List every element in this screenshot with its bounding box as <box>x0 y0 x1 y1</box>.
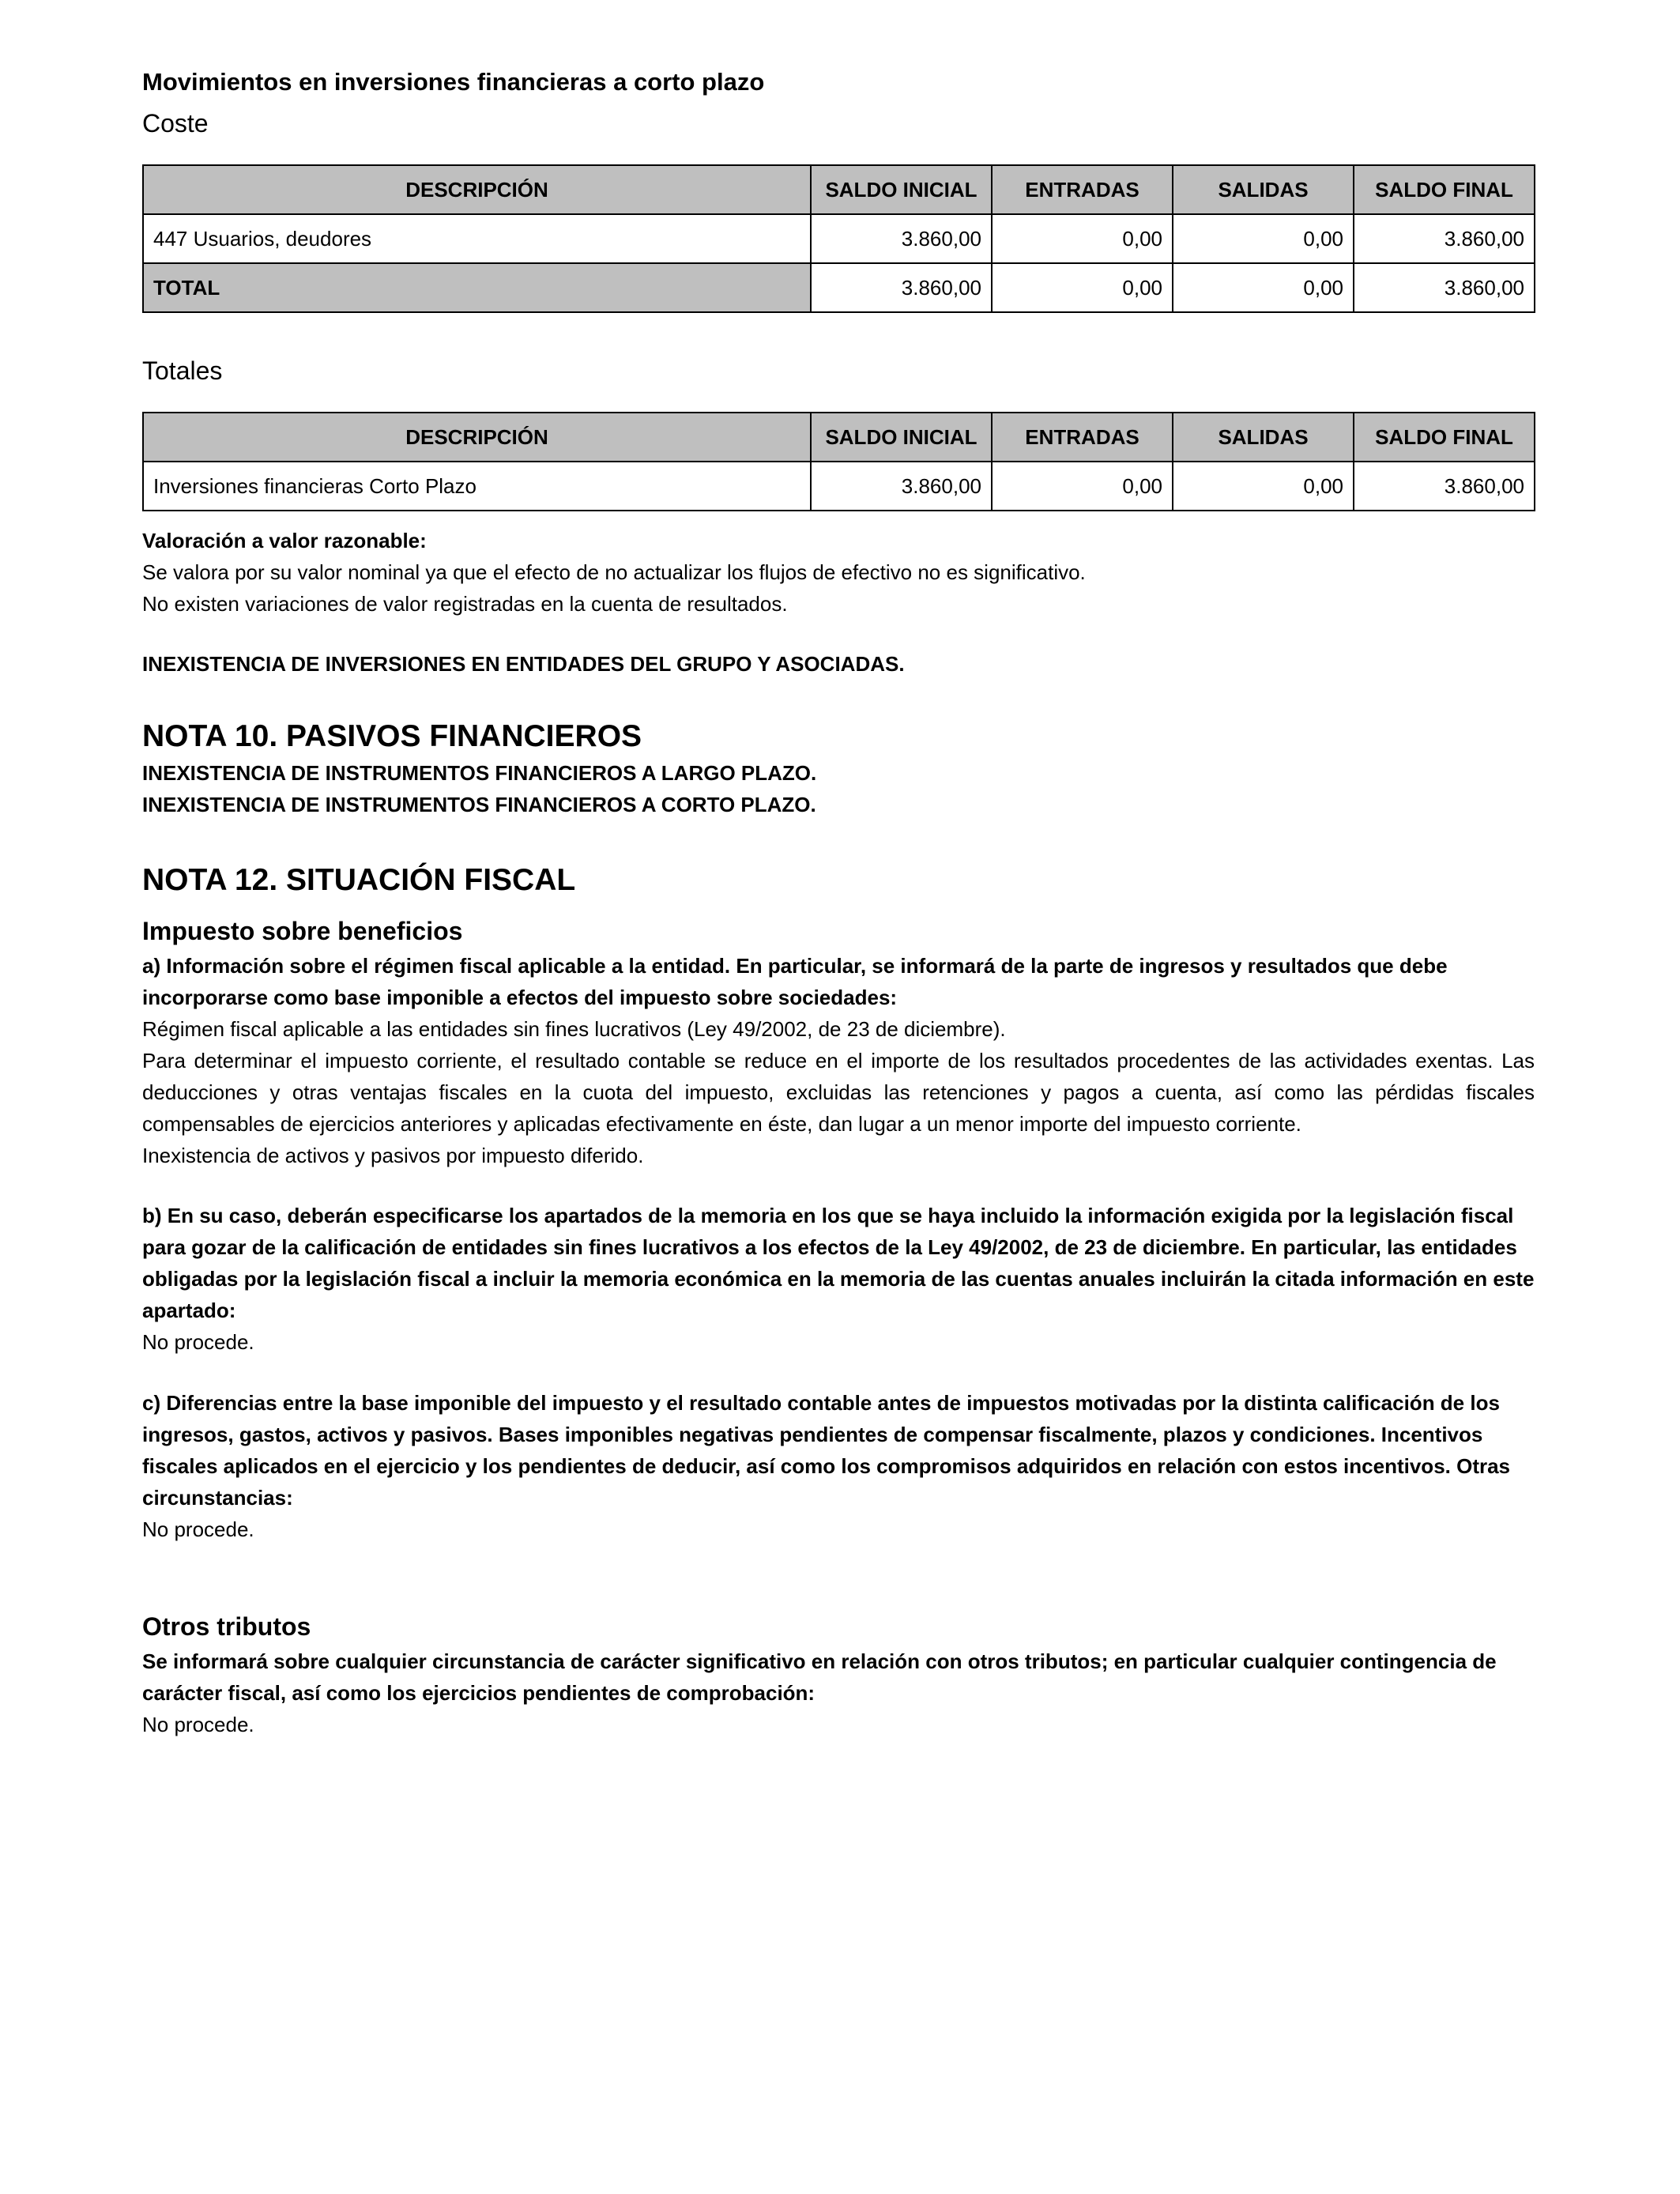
table-row <box>143 462 1535 511</box>
a-line-1: Régimen fiscal aplicable a las entidades sin fines lucrativos (Ley 49/2002, de 23 de diciembre). <box>142 1017 1006 1041</box>
inexistencia-grupo: INEXISTENCIA DE INVERSIONES EN ENTIDADES DEL GRUPO Y ASOCIADAS. <box>142 652 905 676</box>
header-saldo-inicial: SALDO INICIAL <box>811 413 992 462</box>
totales-table <box>142 412 1535 511</box>
cell-descripcion: Inversiones financieras Corto Plazo <box>143 462 811 511</box>
b-question: b) En su caso, deberán especificarse los apartados de la memoria en los que se haya incluido la información exigida por la legislación fiscal para gozar de la calificación de entidades sin fines lucrativos a los efectos de la Ley 49/2002, de 23 de diciembre. En particular, las entidades obligadas por la legislación fiscal a incluir la memoria económica en la memoria de las cuentas anuales incluirán la citada información en este apartado: <box>142 1204 1535 1322</box>
nota12-c-block <box>142 1387 1535 1545</box>
otros-answer: No procede. <box>142 1713 254 1736</box>
cell-total-label: TOTAL <box>143 263 811 312</box>
header-entradas: ENTRADAS <box>992 413 1173 462</box>
cell-entradas: 0,00 <box>992 462 1173 511</box>
movimientos-title: Movimientos en inversiones financieras a corto plazo <box>142 68 765 96</box>
nota12-title: NOTA 12. SITUACIÓN FISCAL <box>142 863 576 897</box>
cell-saldo-final: 3.860,00 <box>1354 462 1535 511</box>
cell-saldo-inicial: 3.860,00 <box>811 462 992 511</box>
header-descripcion: DESCRIPCIÓN <box>143 413 811 462</box>
valoracion-block <box>142 525 1535 620</box>
valoracion-line-2: No existen variaciones de valor registradas en la cuenta de resultados. <box>142 592 788 616</box>
table-row <box>143 214 1535 263</box>
valoracion-heading: Valoración a valor razonable: <box>142 529 427 552</box>
a-question: a) Información sobre el régimen fiscal aplicable a la entidad. En particular, se informará de la parte de ingresos y resultados que debe incorporarse como base imponible a efectos del impuesto sobre sociedades: <box>142 954 1448 1009</box>
a-line-3: Inexistencia de activos y pasivos por impuesto diferido. <box>142 1144 644 1167</box>
otros-tributos-block <box>142 1646 1535 1740</box>
c-question: c) Diferencias entre la base imponible del impuesto y el resultado contable antes de impuestos motivadas por la distinta calificación de los ingresos, gastos, activos y pasivos. Bases imponibles negativas pendientes de compensar fiscalmente, plazos y condiciones. Incentivos fiscales aplicados en el ejercicio y los pendientes de deducir, así como los compromisos adquiridos en relación con estos incentivos. Otras circunstancias: <box>142 1391 1511 1510</box>
c-answer: No procede. <box>142 1517 254 1541</box>
nota10-line-2: INEXISTENCIA DE INSTRUMENTOS FINANCIEROS A CORTO PLAZO. <box>142 793 816 816</box>
a-line-2: Para determinar el impuesto corriente, el resultado contable se reduce en el importe de los resultados procedentes de las actividades exentas. Las deducciones y otras ventajas fiscales en la cuota del impuesto, excluidas las retenciones y pagos a cuenta, así como las pérdidas fiscales compensables de ejercicios anteriores y aplicadas efectivamente en éste, dan lugar a un menor importe del impuesto corriente. <box>142 1049 1535 1136</box>
header-entradas: ENTRADAS <box>992 165 1173 214</box>
cell-entradas: 0,00 <box>992 214 1173 263</box>
impuesto-heading: Impuesto sobre beneficios <box>142 917 463 945</box>
nota10-title: NOTA 10. PASIVOS FINANCIEROS <box>142 719 642 753</box>
header-saldo-final: SALDO FINAL <box>1354 165 1535 214</box>
cell-salidas: 0,00 <box>1173 214 1354 263</box>
total-row <box>143 263 1535 312</box>
cell-salidas: 0,00 <box>1173 462 1354 511</box>
nota10-block <box>142 757 1535 820</box>
header-salidas: SALIDAS <box>1173 165 1354 214</box>
cell-saldo-inicial: 3.860,00 <box>811 214 992 263</box>
valoracion-line-1: Se valora por su valor nominal ya que el efecto de no actualizar los flujos de efectivo no es significativo. <box>142 560 1086 584</box>
totales-label: Totales <box>142 356 223 385</box>
header-saldo-final: SALDO FINAL <box>1354 413 1535 462</box>
header-salidas: SALIDAS <box>1173 413 1354 462</box>
coste-label: Coste <box>142 109 209 138</box>
nota12-a-block <box>142 950 1535 1171</box>
b-answer: No procede. <box>142 1330 254 1354</box>
cell-total-salidas: 0,00 <box>1173 263 1354 312</box>
otros-tributos-heading: Otros tributos <box>142 1612 311 1641</box>
table-header-row <box>143 165 1535 214</box>
table-header-row <box>143 413 1535 462</box>
cell-saldo-final: 3.860,00 <box>1354 214 1535 263</box>
header-saldo-inicial: SALDO INICIAL <box>811 165 992 214</box>
cell-total-entradas: 0,00 <box>992 263 1173 312</box>
cell-total-saldo-inicial: 3.860,00 <box>811 263 992 312</box>
nota10-line-1: INEXISTENCIA DE INSTRUMENTOS FINANCIEROS A LARGO PLAZO. <box>142 761 817 785</box>
header-descripcion: DESCRIPCIÓN <box>143 165 811 214</box>
cell-total-saldo-final: 3.860,00 <box>1354 263 1535 312</box>
otros-question: Se informará sobre cualquier circunstancia de carácter significativo en relación con otros tributos; en particular cualquier contingencia de carácter fiscal, así como los ejercicios pendientes de comprobación: <box>142 1649 1497 1705</box>
coste-table <box>142 164 1535 313</box>
nota12-b-block <box>142 1200 1535 1358</box>
cell-descripcion: 447 Usuarios, deudores <box>143 214 811 263</box>
